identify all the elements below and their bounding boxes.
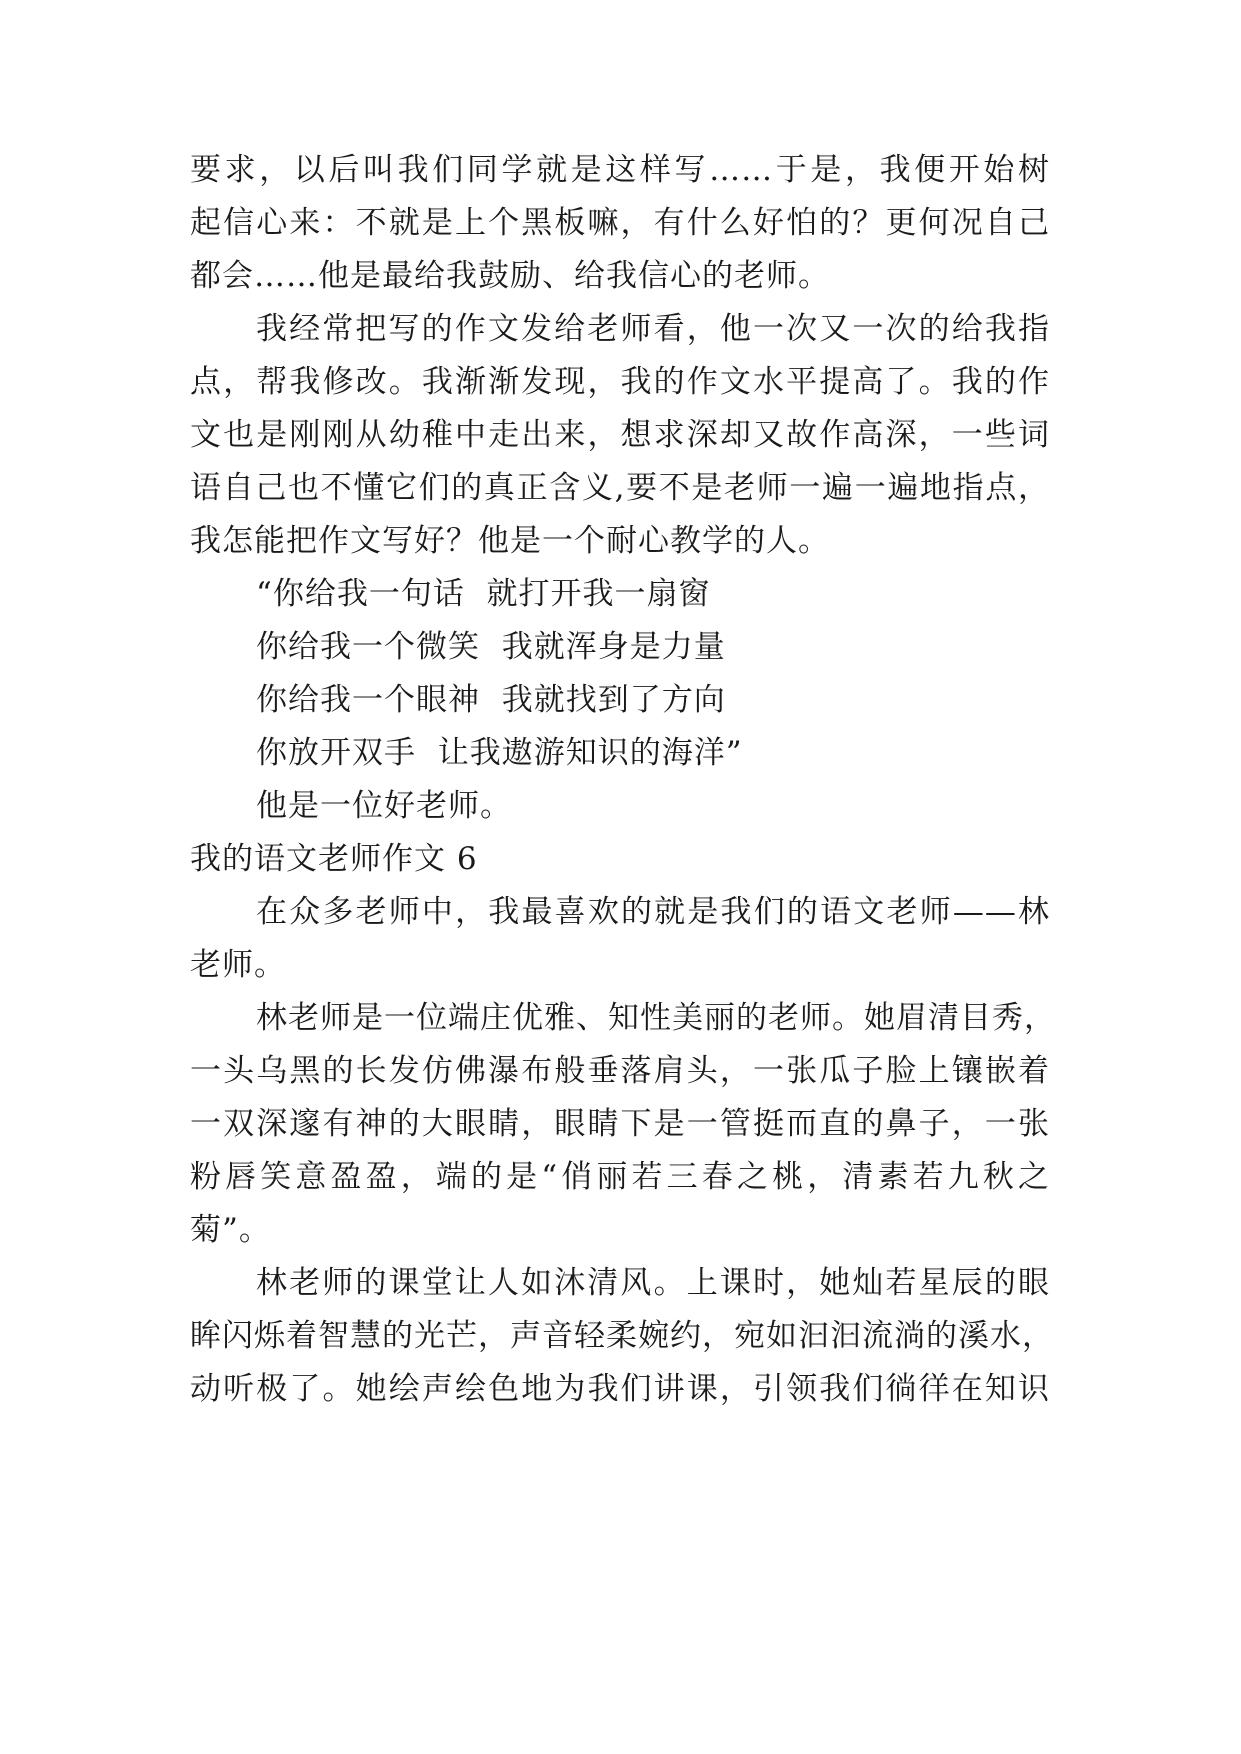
text-line: 文也是刚刚从幼稚中走出来，想求深却又故作高深，一些词 [190,417,1050,453]
text-line: 眸闪烁着智慧的光芒，声音轻柔婉约，宛如汩汩流淌的溪水， [190,1318,1054,1354]
section-heading: 我的语文老师作文 6 [190,841,478,877]
text-line: 林老师的课堂让人如沐清风。上课时，她灿若星辰的眼 [256,1265,1050,1301]
poem-line: “你给我一句话 就打开我一扇窗 [256,576,711,612]
text-line: 动听极了。她绘声绘色地为我们讲课，引领我们徜徉在知识 [190,1371,1050,1407]
text-line: 一头乌黑的长发仿佛瀑布般垂落肩头，一张瓜子脸上镶嵌着 [190,1053,1050,1089]
text-line: 林老师是一位端庄优雅、知性美丽的老师。她眉清目秀， [256,1000,1056,1036]
text-line: 他是一位好老师。 [256,788,512,824]
poem-line: 你给我一个微笑 我就浑身是力量 [256,629,726,665]
text-line: 在众多老师中，我最喜欢的就是我们的语文老师——林 [256,894,1050,930]
poem-line: 你给我一个眼神 我就找到了方向 [256,682,726,718]
text-line: 我经常把写的作文发给老师看，他一次又一次的给我指 [256,311,1050,347]
text-line: 语自己也不懂它们的真正含义,要不是老师一遍一遍地指点， [190,470,1050,506]
text-line: 我怎能把作文写好？他是一个耐心教学的人。 [190,523,830,559]
text-line: 菊”。 [190,1212,271,1248]
poem-line: 你放开双手 让我遨游知识的海洋” [256,735,743,771]
text-line: 老师。 [190,947,286,983]
text-line: 点，帮我修改。我渐渐发现，我的作文水平提高了。我的作 [190,364,1050,400]
text-line: 粉唇笑意盈盈，端的是“俏丽若三春之桃，清素若九秋之 [190,1159,1050,1195]
text-line: 都会……他是最给我鼓励、给我信心的老师。 [190,258,830,294]
text-line: 起信心来：不就是上个黑板嘛，有什么好怕的？更何况自己 [190,205,1050,241]
text-line: 一双深邃有神的大眼睛，眼睛下是一管挺而直的鼻子，一张 [190,1106,1050,1142]
text-line: 要求，以后叫我们同学就是这样写……于是，我便开始树 [190,152,1050,188]
